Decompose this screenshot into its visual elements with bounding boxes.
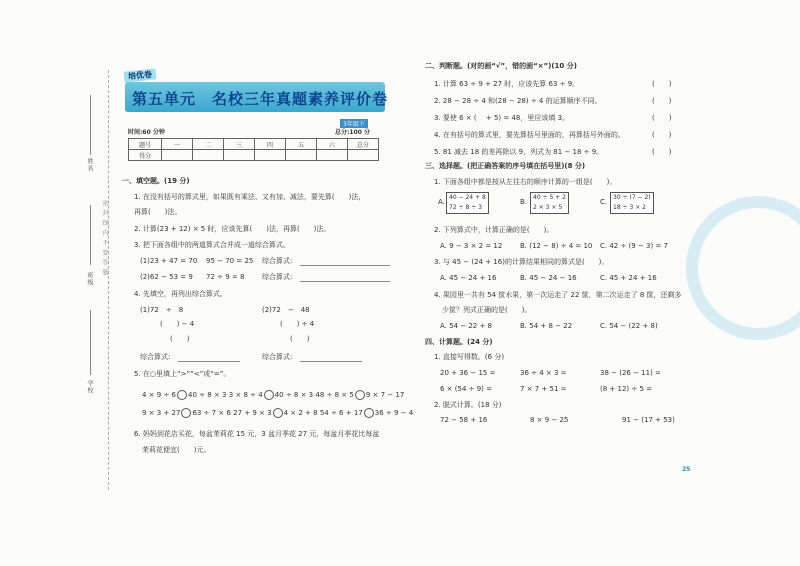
score-header-cell: 三 bbox=[224, 139, 255, 150]
s2-q2: 2. 28 − 28 ÷ 4 和(28 − 28) ÷ 4 的运算顺序不同。 bbox=[434, 97, 602, 105]
answer-line[interactable] bbox=[300, 281, 390, 282]
s2-q5: 5. 81 减去 18 的差再除以 9，列式为 81 − 18 ÷ 9。 bbox=[434, 148, 604, 156]
score-cell[interactable] bbox=[193, 150, 224, 161]
score-cell[interactable] bbox=[286, 150, 317, 161]
score-cell[interactable] bbox=[162, 150, 193, 161]
s1-q3: 3. 把下面各组中的两道算式合并成一道综合算式。 bbox=[134, 241, 290, 249]
option-c-box: 30 ÷ (7 − 2) 18 ÷ 3 × 2 bbox=[610, 192, 654, 214]
option-b[interactable]: B. 54 + 8 − 22 bbox=[520, 322, 573, 330]
s2-q3: 3. 要使 6 × ( + 5) = 48，里应该填 3。 bbox=[434, 114, 570, 122]
s1-q3-2c: 综合算式: bbox=[262, 273, 293, 281]
s1-q4b-mid: ( ) ÷ 4 bbox=[280, 320, 315, 328]
score-cell[interactable] bbox=[255, 150, 286, 161]
name-label: 姓名 bbox=[86, 158, 93, 172]
s1-q4b-bot: ( ) bbox=[290, 335, 310, 343]
s1-q3-1b: 95 − 70 = 25 bbox=[206, 257, 254, 265]
section3-title: 三、选择题。(把正确答案的序号填在括号里)(8 分) bbox=[425, 162, 586, 170]
school-label: 学校 bbox=[86, 380, 93, 394]
score-header-cell: 六 bbox=[317, 139, 348, 150]
compare-row: 4 × 9 ÷ 6 40 ÷ 8 × 3 3 × 8 ÷ 4 40 ÷ 8 × 3 48 ÷ 8 × 5 9 × 7 − 17 bbox=[142, 391, 405, 399]
compare-circle[interactable] bbox=[264, 390, 274, 400]
s1-q4a-mid: ( ) − 4 bbox=[160, 320, 195, 328]
s1-q4a-top: (1)72 ÷ 8 bbox=[140, 306, 184, 314]
option-b-box: 40 ÷ 5 + 2 2 × 3 × 5 bbox=[530, 192, 569, 214]
option-a[interactable]: A. bbox=[438, 198, 445, 206]
calc-item: 36 ÷ 4 × 3 = bbox=[520, 369, 567, 377]
judge-paren[interactable]: ( ) bbox=[652, 148, 672, 156]
calc-item: 8 × 9 − 25 bbox=[530, 416, 569, 424]
s1-q4a-bot: ( ) bbox=[170, 335, 190, 343]
seal-notice: 密 封 线 内 不 要 答 题 bbox=[101, 200, 108, 277]
score-header-cell: 五 bbox=[286, 139, 317, 150]
calc-item: 7 × 7 + 51 = bbox=[520, 385, 567, 393]
calc-item: 6 × (54 ÷ 9) = bbox=[440, 385, 492, 393]
school-line bbox=[90, 310, 91, 375]
score-cell[interactable] bbox=[224, 150, 255, 161]
option-c[interactable]: C. bbox=[600, 198, 608, 206]
s1-q5: 5. 在○里填上“>”“<”或“=”。 bbox=[134, 370, 231, 378]
score-header-cell: 四 bbox=[255, 139, 286, 150]
option-b[interactable]: B. 45 − 24 − 16 bbox=[520, 274, 577, 282]
s1-q3-1a: (1)23 + 47 = 70 bbox=[140, 257, 198, 265]
s1-q3-1c: 综合算式: bbox=[262, 257, 293, 265]
calc-item: 91 − (17 + 53) bbox=[622, 416, 675, 424]
option-b[interactable]: B. bbox=[520, 198, 528, 206]
s3-q2: 2. 下列算式中，计算正确的是( )。 bbox=[434, 226, 554, 234]
s1-q3-2b: 72 ÷ 9 = 8 bbox=[206, 273, 245, 281]
score-cell[interactable]: 得分 bbox=[129, 150, 162, 161]
answer-line[interactable] bbox=[178, 361, 240, 362]
s1-q6b: 茉莉花便宜( )元。 bbox=[142, 446, 211, 454]
option-c[interactable]: C. 54 − (22 + 8) bbox=[600, 322, 658, 330]
section1-title: 一、填空题。(19 分) bbox=[122, 177, 190, 185]
section2-title: 二、判断题。(对的画“√”，错的画“×”)(10 分) bbox=[425, 62, 577, 70]
watermark-seal bbox=[686, 196, 800, 340]
option-b[interactable]: B. (12 − 8) ÷ 4 = 10 bbox=[520, 242, 593, 250]
tag-label: 培优卷 bbox=[124, 68, 157, 82]
s3-q4a: 4. 果园里一共有 54 筐水果，第一次运走了 22 筐，第二次运走了 8 筐，还剩多 bbox=[434, 291, 682, 299]
total-score: 总分:100 分 bbox=[335, 129, 371, 136]
score-cell[interactable] bbox=[317, 150, 348, 161]
score-table bbox=[128, 138, 379, 161]
score-header-cell: 二 bbox=[193, 139, 224, 150]
compare-circle[interactable] bbox=[355, 390, 365, 400]
s1-q1b: 再算( )法。 bbox=[134, 208, 182, 216]
s1-q4d: 综合算式: bbox=[262, 353, 293, 361]
judge-paren[interactable]: ( ) bbox=[652, 97, 672, 105]
s3-q4b: 少筐？列式正确的是( )。 bbox=[442, 306, 532, 314]
page-title: 第五单元 名校三年真题素养评价卷 bbox=[132, 90, 389, 108]
section4-title: 四、计算题。(24 分) bbox=[425, 338, 493, 346]
score-header-cell: 总分 bbox=[348, 139, 379, 150]
class-label: 班级 bbox=[86, 272, 93, 286]
s1-q6a: 6. 妈妈到花店买花，每盆茉莉花 15 元，3 盆月季花 27 元，每盆月季花比每盆 bbox=[134, 430, 380, 438]
compare-circle[interactable] bbox=[273, 408, 283, 418]
option-a[interactable]: A. 54 − 22 + 8 bbox=[440, 322, 493, 330]
option-a[interactable]: A. 9 − 3 × 2 = 12 bbox=[440, 242, 503, 250]
seal-line bbox=[108, 70, 109, 490]
s1-q2: 2. 计算(23 + 12) × 5 时，应该先算( )法，再算( )法。 bbox=[134, 225, 331, 233]
calc-item: 72 − 58 + 16 bbox=[440, 416, 488, 424]
s1-q4b-top: (2)72 − 48 bbox=[262, 306, 310, 314]
s1-q4c: 综合算式: bbox=[140, 353, 171, 361]
class-line bbox=[90, 205, 91, 265]
judge-paren[interactable]: ( ) bbox=[652, 131, 672, 139]
score-header-cell: 题号 bbox=[129, 139, 162, 150]
score-header-cell: 一 bbox=[162, 139, 193, 150]
judge-paren[interactable]: ( ) bbox=[652, 114, 672, 122]
answer-line[interactable] bbox=[300, 361, 362, 362]
calc-item: 38 − (26 − 11) = bbox=[600, 369, 661, 377]
answer-line[interactable] bbox=[300, 265, 390, 266]
judge-paren[interactable]: ( ) bbox=[652, 80, 672, 88]
s2-q4: 4. 在有括号的算式里，要先算括号里面的，再算括号外面的。 bbox=[434, 131, 625, 139]
s1-q4: 4. 先填空，再列出综合算式。 bbox=[134, 290, 227, 298]
s1-q3-2a: (2)62 − 53 = 9 bbox=[140, 273, 193, 281]
s4-q1: 1. 直接写得数。(6 分) bbox=[434, 353, 505, 361]
compare-circle[interactable] bbox=[364, 408, 374, 418]
calc-item: 20 + 36 − 15 = bbox=[440, 369, 496, 377]
compare-circle[interactable] bbox=[177, 390, 187, 400]
calc-item: (8 + 12) ÷ 5 = bbox=[600, 385, 652, 393]
edition-badge: 3年级下 bbox=[340, 119, 368, 128]
s2-q1: 1. 计算 63 ÷ 9 + 27 时，应该先算 63 ÷ 9。 bbox=[434, 80, 580, 88]
s3-q1: 1. 下面各组中都是按从左往右的顺序计算的一组是( )。 bbox=[434, 178, 617, 186]
page-number: 25 bbox=[682, 466, 691, 473]
option-a[interactable]: A. 45 − 24 + 16 bbox=[440, 274, 497, 282]
s3-q3: 3. 与 45 − (24 + 16)的计算结果相同的算式是( )。 bbox=[434, 258, 609, 266]
time-limit: 时间:60 分钟 bbox=[128, 129, 165, 136]
option-c[interactable]: C. 45 + 24 + 16 bbox=[600, 274, 657, 282]
option-c[interactable]: C. 42 ÷ (9 − 3) = 7 bbox=[600, 242, 669, 250]
s4-q2: 2. 脱式计算。(18 分) bbox=[434, 401, 502, 409]
compare-circle[interactable] bbox=[181, 408, 191, 418]
name-line bbox=[90, 95, 91, 155]
score-cell[interactable] bbox=[348, 150, 379, 161]
s1-q1a: 1. 在没有括号的算式里，如果既有乘法、又有加、减法，要先算( )法， bbox=[134, 193, 366, 201]
option-a-box: 40 − 24 + 8 72 ÷ 8 ÷ 3 bbox=[446, 192, 489, 214]
compare-row: 9 × 3 + 27 63 ÷ 7 × 6 27 + 9 × 3 4 × 2 + 8 54 ÷ 6 + 17 36 ÷ 9 − 4 bbox=[142, 409, 414, 417]
